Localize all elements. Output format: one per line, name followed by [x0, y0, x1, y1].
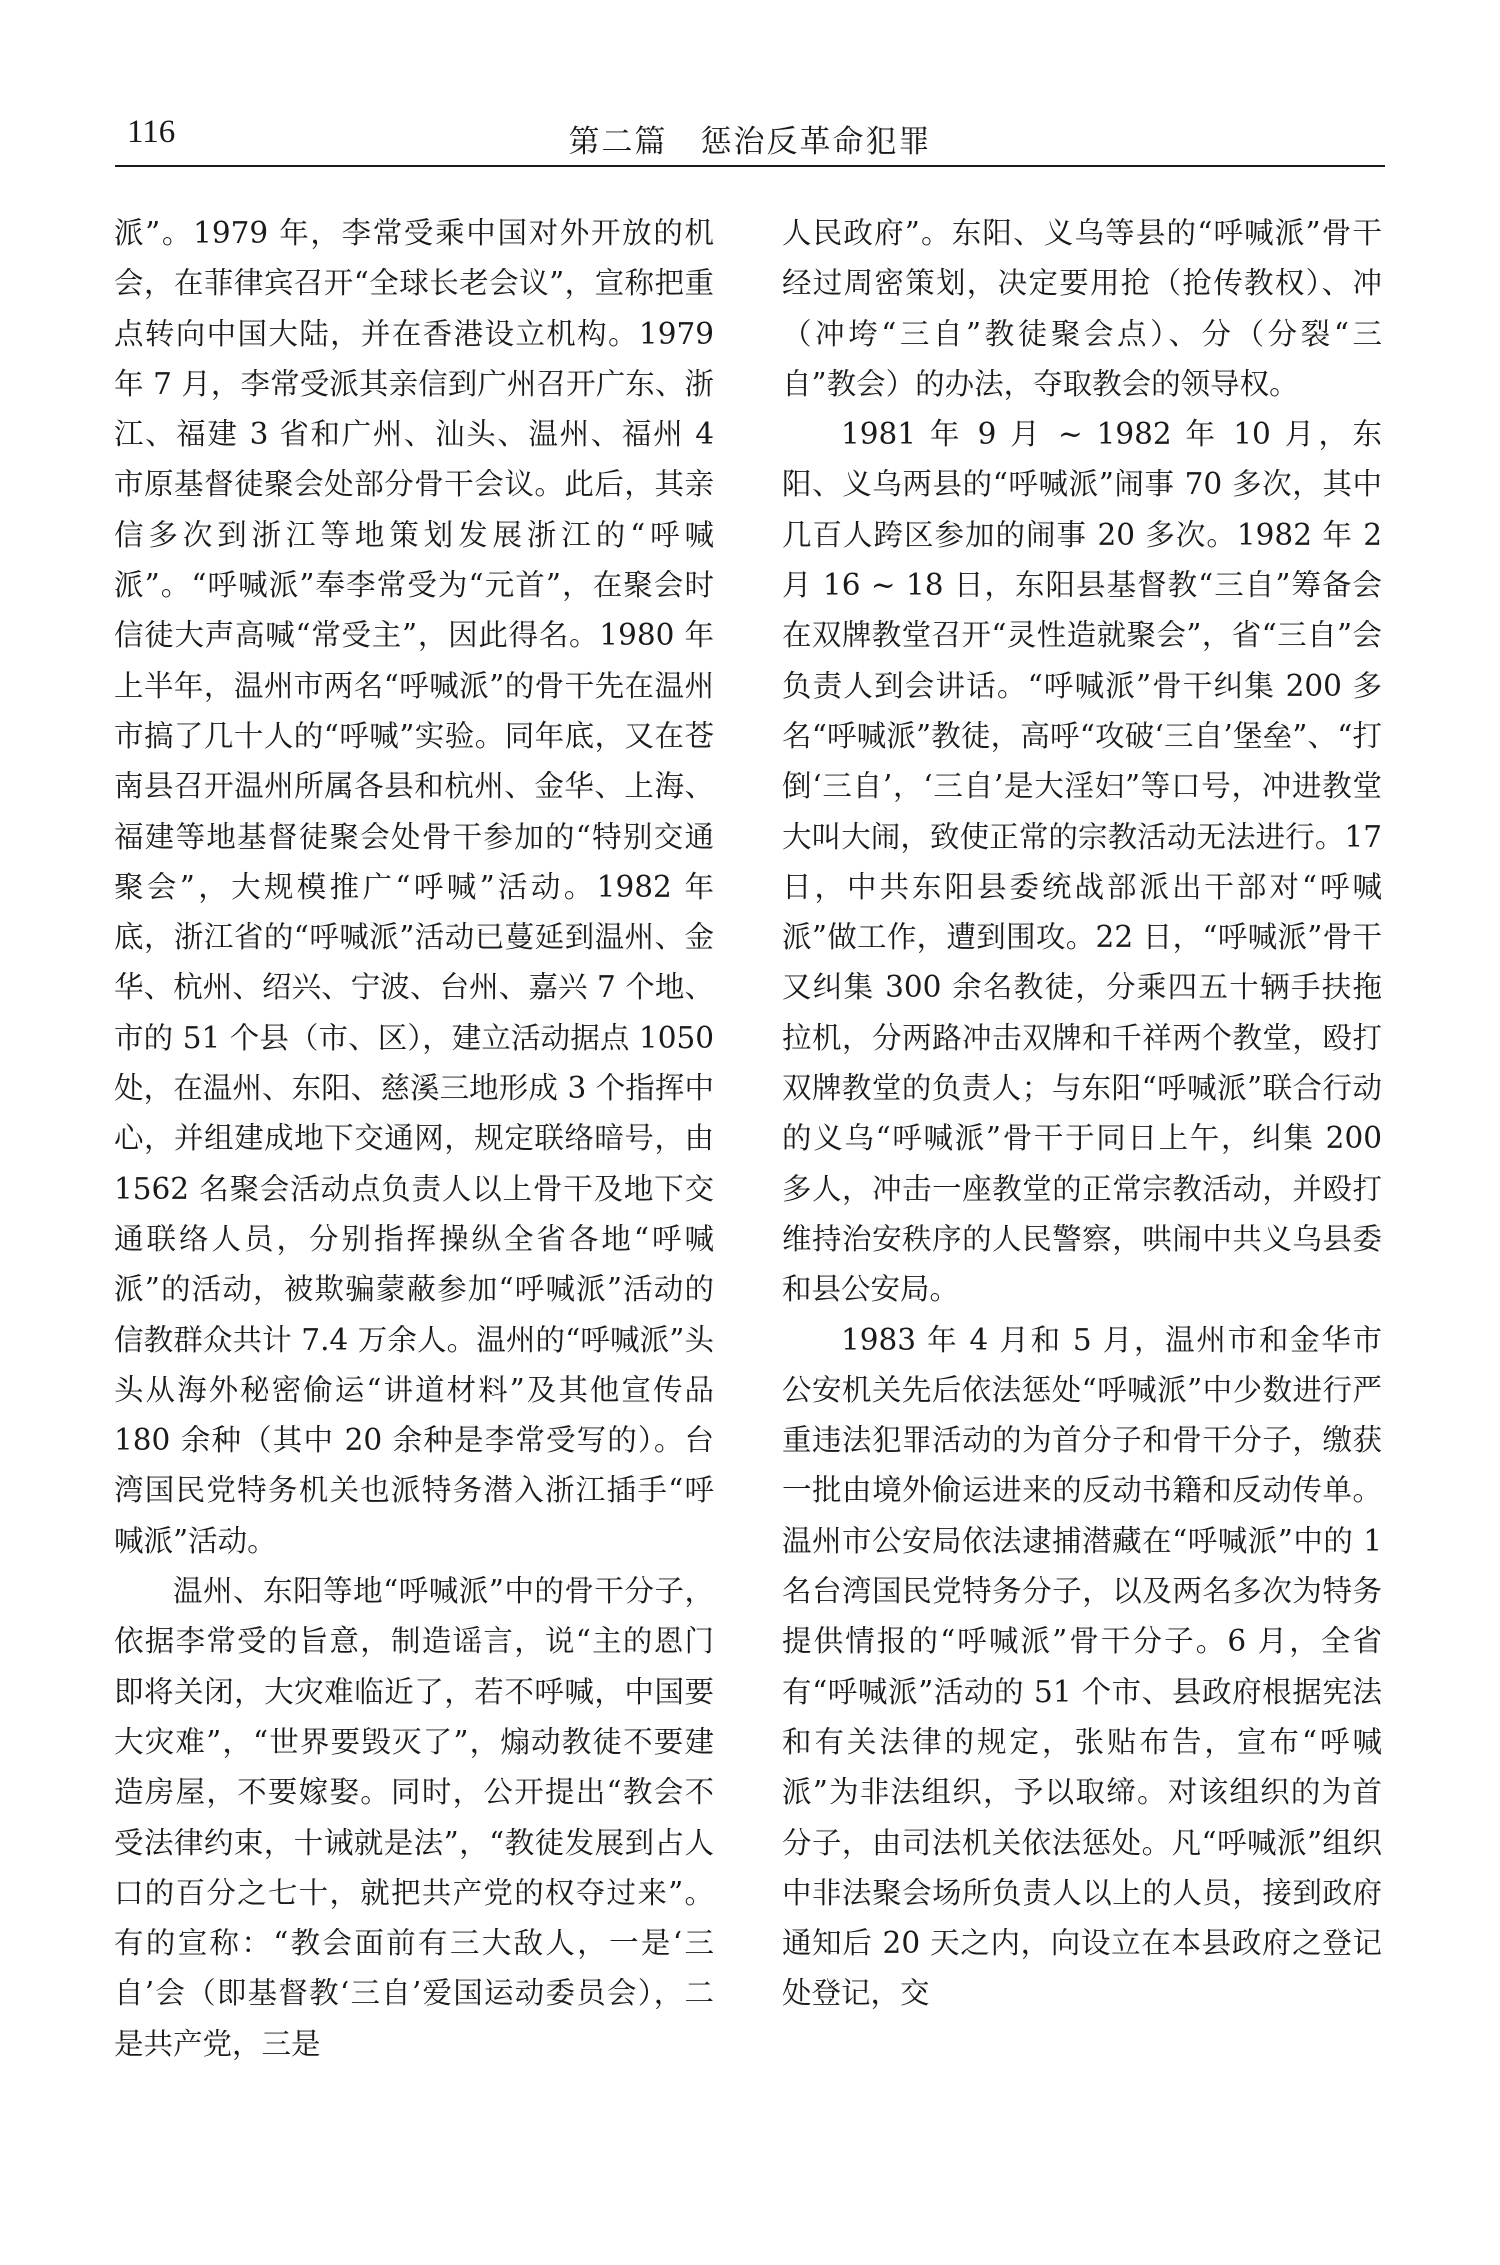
left-column: [114, 208, 714, 2069]
left-paragraph-2: 温州、东阳等地“呼喊派”中的骨干分子，依据李常受的旨意，制造谣言，说“主的恩门即将关闭，大灾难临近了，若不呼喊，中国要大灾难”，“世界要毁灭了”，煽动教徒不要建造房屋，不要嫁娶。同时，公开提出“教会不受法律约束，十诫就是法”，“教徒发展到占人口的百分之七十，就把共产党的权夺过来”。有的宣称：“教会面前有三大敌人，一是‘三自’会（即基督教‘三自’爱国运动委员会），二是共产党，三是: [114, 1574, 714, 2061]
right-paragraph-2: 1981 年 9 月 ~ 1982 年 10 月，东阳、义乌两县的“呼喊派”闹事 70 多次，其中几百人跨区参加的闹事 20 多次。1982 年 2 月 16 ~ 18 日，东阳县基督教“三自”筹备会在双牌教堂召开“灵性造就聚会”，省“三自”会负责人到会讲话。“呼喊派”骨干纠集 200 多名“呼喊派”教徒，高呼“攻破‘三自’堡垒”、“打倒‘三自’，‘三自’是大淫妇”等口号，冲进教堂大叫大闹，致使正常的宗教活动无法进行。17 日，中共东阳县委统战部派出干部对“呼喊派”做工作，遭到围攻。22 日，“呼喊派”骨干又纠集 300 余名教徒，分乘四五十辆手扶拖拉机，分两路冲击双牌和千祥两个教堂，殴打双牌教堂的负责人；与东阳“呼喊派”联合行动的义乌“呼喊派”骨干于同日上午，纠集 200 多人，冲击一座教堂的正常宗教活动，并殴打维持治安秩序的人民警察，哄闹中共义乌县委和县公安局。: [782, 417, 1382, 1307]
page-number: 116: [127, 114, 176, 150]
right-paragraph-1: 人民政府”。东阳、义乌等县的“呼喊派”骨干经过周密策划，决定要用抢（抢传教权）、冲（冲垮“三自”教徒聚会点）、分（分裂“三自”教会）的办法，夺取教会的领导权。: [782, 216, 1382, 401]
page-header: [115, 108, 1385, 164]
right-column: [782, 208, 1382, 2019]
running-title: 第二篇 惩治反革命犯罪: [568, 124, 932, 160]
header-rule: [115, 165, 1385, 167]
left-paragraph-1: 派”。1979 年，李常受乘中国对外开放的机会，在菲律宾召开“全球长老会议”，宣称把重点转向中国大陆，并在香港设立机构。1979 年 7 月，李常受派其亲信到广州召开广东、浙江、福建 3 省和广州、汕头、温州、福州 4 市原基督徒聚会处部分骨干会议。此后，其亲信多次到浙江等地策划发展浙江的“呼喊派”。“呼喊派”奉李常受为“元首”，在聚会时信徒大声高喊“常受主”，因此得名。1980 年上半年，温州市两名“呼喊派”的骨干先在温州市搞了几十人的“呼喊”实验。同年底，又在苍南县召开温州所属各县和杭州、金华、上海、福建等地基督徒聚会处骨干参加的“特别交通聚会”，大规模推广“呼喊”活动。1982 年底，浙江省的“呼喊派”活动已蔓延到温州、金华、杭州、绍兴、宁波、台州、嘉兴 7 个地、市的 51 个县（市、区），建立活动据点 1050 处，在温州、东阳、慈溪三地形成 3 个指挥中心，并组建成地下交通网，规定联络暗号，由 1562 名聚会活动点负责人以上骨干及地下交通联络人员，分别指挥操纵全省各地“呼喊派”的活动，被欺骗蒙蔽参加“呼喊派”活动的信教群众共计 7.4 万余人。温州的“呼喊派”头头从海外秘密偷运“讲道材料”及其他宣传品 180 余种（其中 20 余种是李常受写的）。台湾国民党特务机关也派特务潜入浙江插手“呼喊派”活动。: [114, 216, 714, 1558]
right-paragraph-3: 1983 年 4 月和 5 月，温州市和金华市公安机关先后依法惩处“呼喊派”中少数进行严重违法犯罪活动的为首分子和骨干分子，缴获一批由境外偷运进来的反动书籍和反动传单。温州市公安局依法逮捕潜藏在“呼喊派”中的 1 名台湾国民党特务分子，以及两名多次为特务提供情报的“呼喊派”骨干分子。6 月，全省有“呼喊派”活动的 51 个市、县政府根据宪法和有关法律的规定，张贴布告，宣布“呼喊派”为非法组织，予以取缔。对该组织的为首分子，由司法机关依法惩处。凡“呼喊派”组织中非法聚会场所负责人以上的人员，接到政府通知后 20 天之内，向设立在本县政府之登记处登记，交: [782, 1322, 1382, 2011]
